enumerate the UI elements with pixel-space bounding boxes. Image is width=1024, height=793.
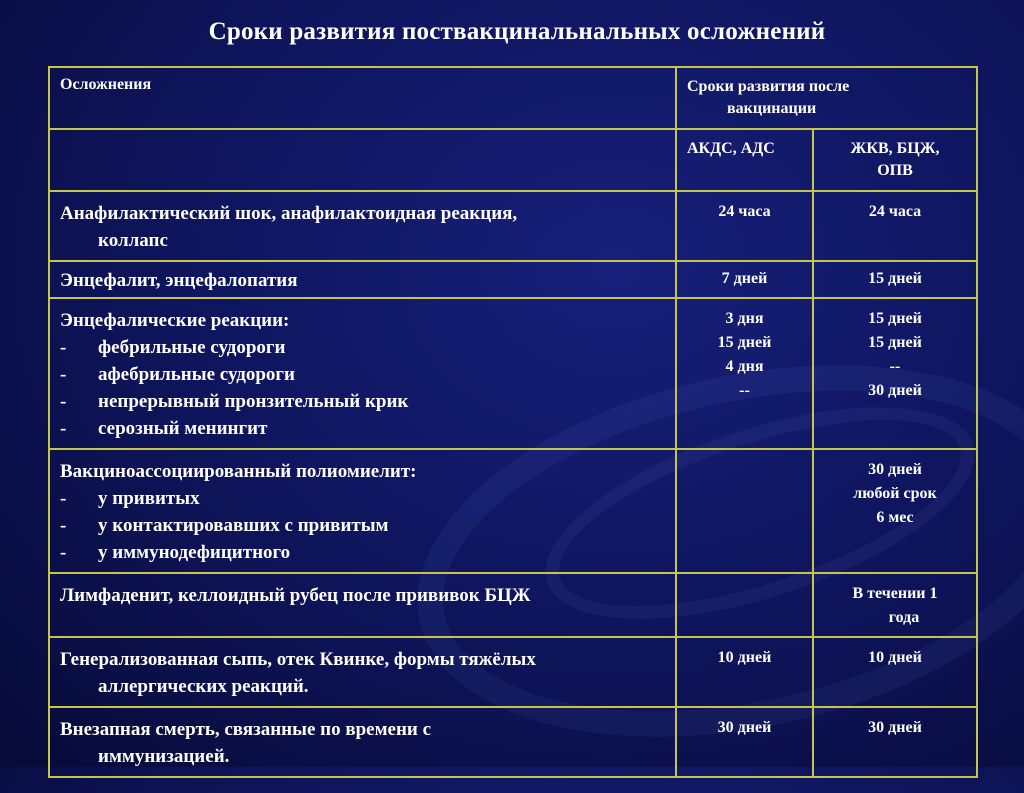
term-value: 30 дней [868,382,922,399]
akds-term-cell [676,449,813,573]
slide-title: Сроки развития поствакцинальнальных осложнений [208,18,826,45]
complication-cell [49,637,676,707]
list-item [60,415,665,442]
header-terms [677,68,976,128]
term-value: года [888,609,920,626]
complication-text [50,708,675,776]
complication-line: аллергических реакций. [98,676,309,697]
complication-text [50,574,675,615]
complication-cell [49,298,676,449]
term-value: 4 дня [725,358,764,375]
table-row [49,298,977,449]
complication-cell [49,191,676,261]
akds-term-cell [676,191,813,261]
table-row [49,449,977,573]
complication-cell [49,449,676,573]
list-item-text: непрерывный пронзительный крик [98,391,409,412]
complication-line: Генерализованная сыпь, отек Квинке, формы тяжёлых [60,649,536,670]
list-dash: - [60,418,67,439]
complication-line: Вакциноассоциированный полиомиелит: [60,461,417,482]
header-terms-cell [676,67,977,129]
table-row [49,191,977,261]
subheader-zhkv-cell [813,129,977,191]
list-item [60,334,665,361]
subheader-akds-cell [676,129,813,191]
header-terms-line1: Сроки развития после [687,78,850,95]
term-value: 7 дней [721,270,768,287]
subheader-akds: АКДС, АДС [687,140,775,157]
term-value: 10 дней [717,649,772,666]
complication-line: Лимфаденит, келлоидный рубец после прививок БЦЖ [60,585,531,606]
list-item [60,388,665,415]
akds-term-cell [676,261,813,298]
term-value: -- [889,358,901,375]
complication-cell [49,573,676,637]
zhkv-term-cell [813,261,977,298]
zhkv-term-cell [813,637,977,707]
complication-line: иммунизацией. [98,746,230,767]
term-value: 6 мес [876,509,914,526]
term-value: 3 дня [725,310,764,327]
term-value: любой срок [853,485,937,502]
complication-text [50,262,675,297]
complications-table [48,66,978,778]
subheader-zhkv-line1: ЖКВ, БЦЖ, [850,140,940,157]
table-row [49,573,977,637]
list-item-text: фебрильные судороги [98,337,286,358]
akds-term-cell [676,573,813,637]
list-item [60,485,665,512]
term-value: 30 дней [717,719,772,736]
complication-line: коллапс [98,230,168,251]
term-value: 15 дней [868,270,922,287]
complication-line: Внезапная смерть, связанные по времени с [60,719,432,740]
header-complications-cell [49,67,676,129]
table-header-row [49,67,977,129]
list-item-text: у иммунодефицитного [98,542,291,563]
akds-term-cell [676,637,813,707]
term-value: 15 дней [717,334,772,351]
list-item [60,512,665,539]
subheader-empty-cell [49,129,676,191]
zhkv-term-cell [813,449,977,573]
table-subheader-row [49,129,977,191]
term-value: 15 дней [868,334,922,351]
complication-line: Энцефалические реакции: [60,310,290,331]
list-item [60,361,665,388]
term-value: 30 дней [868,461,922,478]
list-item [60,539,665,566]
complication-line: Энцефалит, энцефалопатия [60,270,298,291]
akds-term-cell [676,298,813,449]
zhkv-term-cell [813,298,977,449]
complication-text [50,450,675,572]
list-dash: - [60,337,67,358]
header-complications: Осложнения [60,76,152,93]
complication-text [50,299,675,448]
complication-line: Анафилактический шок, анафилактоидная реакция, [60,203,518,224]
table-row [49,637,977,707]
list-dash: - [60,488,67,509]
list-dash: - [60,542,67,563]
list-dash: - [60,515,67,536]
term-value: 24 часа [868,203,922,220]
zhkv-term-cell [813,191,977,261]
subheader-zhkv [814,130,976,190]
list-item-text: серозный менингит [98,418,268,439]
term-value: 15 дней [868,310,922,327]
term-value: В течении 1 [852,585,938,602]
subheader-zhkv-line2: ОПВ [877,162,913,179]
table-row [49,261,977,298]
term-value: 10 дней [868,649,922,666]
term-value: 30 дней [868,719,922,736]
list-item-text: у привитых [98,488,200,509]
list-dash: - [60,391,67,412]
term-value: -- [739,382,750,399]
term-value: 24 часа [718,203,771,220]
list-item-text: афебрильные судороги [98,364,296,385]
list-item-text: у контактировавших с привитым [98,515,389,536]
header-terms-line2: вакцинации [727,100,817,117]
list-dash: - [60,364,67,385]
complication-cell [49,261,676,298]
complication-text [50,192,675,260]
zhkv-term-cell [813,573,977,637]
complication-text [50,638,675,706]
